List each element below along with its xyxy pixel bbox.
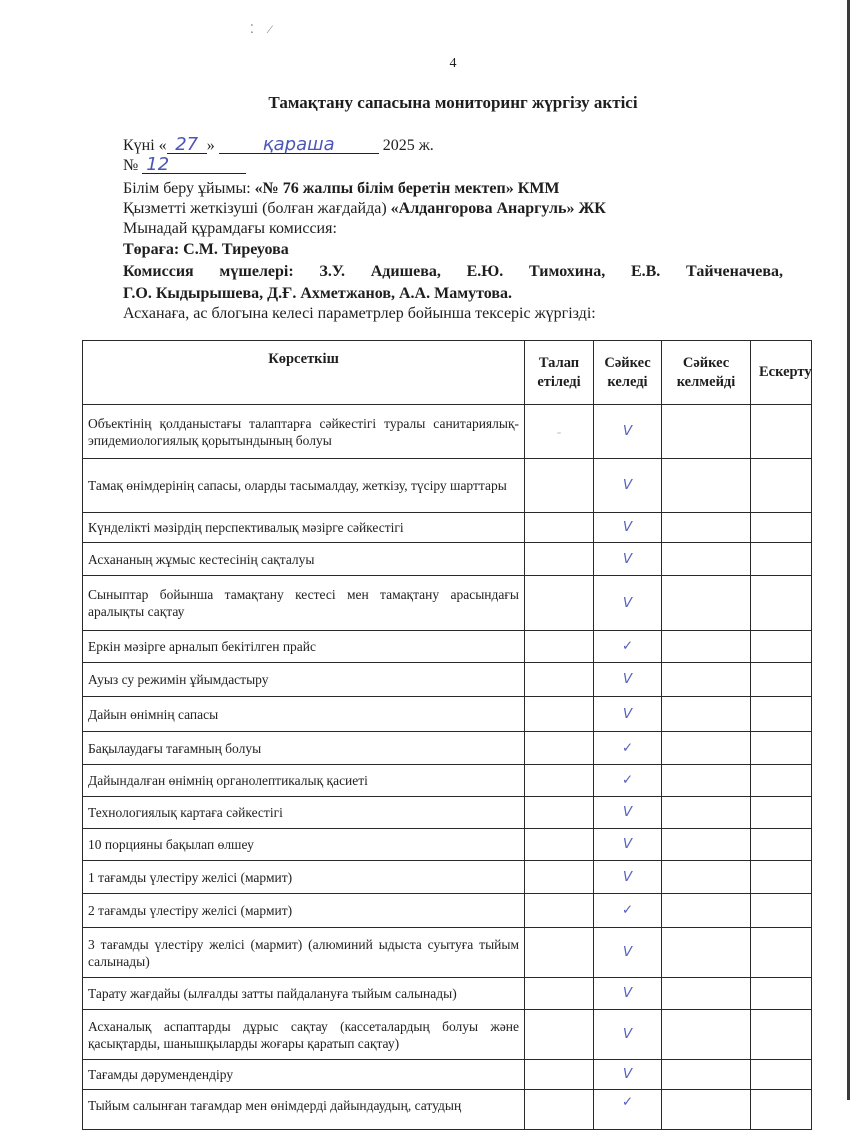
table-row — [83, 765, 812, 797]
row-noncompliant[interactable] — [662, 1060, 751, 1090]
scan-marks: ⁚ ⁄ — [250, 22, 277, 36]
number-label: № — [123, 157, 139, 174]
row-compliant-check[interactable]: ✓ — [594, 631, 662, 663]
row-noncompliant[interactable] — [662, 978, 751, 1010]
row-note[interactable] — [751, 697, 812, 732]
row-compliant-check[interactable]: V — [594, 861, 662, 894]
row-noncompliant[interactable] — [662, 829, 751, 861]
row-note[interactable] — [751, 1010, 812, 1060]
row-note[interactable] — [751, 1090, 812, 1130]
row-note[interactable] — [751, 543, 812, 576]
row-indicator: Объектінің қолданыстағы талаптарға сәйкестігі туралы санитариялық-эпидемиологиялық қорытындының болуы — [83, 405, 525, 459]
row-indicator: Тамақ өнімдерінің сапасы, оларды тасымалдау, жеткізу, түсіру шарттары — [83, 459, 525, 513]
row-required[interactable] — [525, 513, 594, 543]
supplier-line — [123, 199, 606, 219]
commission-members-line1: Комиссия мүшелері: З.У. Адишева, Е.Ю. Тимохина, Е.В. Тайченачева, — [123, 263, 783, 280]
row-required[interactable] — [525, 1010, 594, 1060]
row-compliant-check[interactable]: V — [594, 405, 662, 459]
row-note[interactable] — [751, 978, 812, 1010]
table-row — [83, 631, 812, 663]
commission-intro: Мынадай құрамдағы комиссия: — [123, 220, 337, 237]
table-row — [83, 513, 812, 543]
row-indicator: 2 тағамды үлестіру желісі (мармит) — [83, 894, 525, 928]
row-compliant-check[interactable]: V — [594, 1010, 662, 1060]
row-note[interactable] — [751, 405, 812, 459]
row-noncompliant[interactable] — [662, 543, 751, 576]
number-line — [123, 155, 246, 176]
date-line — [123, 135, 434, 156]
row-compliant-check[interactable]: ✓ — [594, 732, 662, 765]
row-indicator: 3 тағамды үлестіру желісі (мармит) (алюминий ыдыста суытуға тыйым салынады) — [83, 928, 525, 978]
row-required[interactable] — [525, 1090, 594, 1130]
row-compliant-check[interactable]: V — [594, 797, 662, 829]
commission-chair: Төраға: С.М. Тиреуова — [123, 241, 289, 258]
row-required[interactable] — [525, 543, 594, 576]
row-indicator: Тыйым салынған тағамдар мен өнімдерді дайындаудың, сатудың — [83, 1090, 525, 1130]
supplier-value: «Алдангорова Анаргуль» ЖК — [390, 200, 606, 217]
document-title: Тамақтану сапасына мониторинг жүргізу актісі — [268, 93, 638, 112]
organization-value: «№ 76 жалпы білім беретін мектеп» КММ — [254, 180, 560, 197]
row-indicator: Тағамды дәрумендендіру — [83, 1060, 525, 1090]
row-indicator: Бақылаудағы тағамның болуы — [83, 732, 525, 765]
row-compliant-check[interactable]: V — [594, 978, 662, 1010]
row-note[interactable] — [751, 459, 812, 513]
row-compliant-check[interactable]: V — [594, 928, 662, 978]
row-required[interactable] — [525, 829, 594, 861]
row-required[interactable]: - — [525, 405, 594, 459]
row-indicator: 10 порцияны бақылап өлшеу — [83, 829, 525, 861]
row-compliant-check[interactable]: V — [594, 663, 662, 697]
row-indicator: Асханалық аспаптарды дұрыс сақтау (кассеталардың болуы және қасықтарды, шанышқыларды жоғары қаратып сақтау) — [83, 1010, 525, 1060]
table-row — [83, 1010, 812, 1060]
date-day-field[interactable]: 27 — [167, 135, 207, 154]
table-row — [83, 543, 812, 576]
row-note[interactable] — [751, 928, 812, 978]
row-required[interactable] — [525, 861, 594, 894]
table-row — [83, 861, 812, 894]
inspection-intro: Асханаға, ас блогына келесі параметрлер бойынша тексеріс жүргізді: — [123, 305, 596, 322]
row-compliant-check[interactable]: V — [594, 697, 662, 732]
header-compliant: Сәйкес келеді — [594, 341, 662, 405]
table-row — [83, 928, 812, 978]
row-indicator: Тарату жағдайы (ылғалды затты пайдалануға тыйым салынады) — [83, 978, 525, 1010]
row-compliant-check[interactable]: V — [594, 1060, 662, 1090]
row-required[interactable] — [525, 576, 594, 631]
row-indicator: Асхананың жұмыс кестесінің сақталуы — [83, 543, 525, 576]
row-noncompliant[interactable] — [662, 797, 751, 829]
row-required[interactable] — [525, 663, 594, 697]
page-number: 4 — [449, 56, 457, 71]
table-row — [83, 797, 812, 829]
row-noncompliant[interactable] — [662, 928, 751, 978]
row-required[interactable] — [525, 631, 594, 663]
row-note[interactable] — [751, 576, 812, 631]
row-noncompliant[interactable] — [662, 861, 751, 894]
table-row — [83, 732, 812, 765]
header-required: Талап етіледі — [525, 341, 594, 405]
date-label: Күні « — [123, 137, 167, 154]
row-note[interactable] — [751, 732, 812, 765]
table-row — [83, 697, 812, 732]
table-header-row — [83, 341, 812, 405]
date-quote-close: » — [206, 137, 215, 154]
row-required[interactable] — [525, 797, 594, 829]
header-indicator: Көрсеткіш — [83, 341, 525, 405]
table-row — [83, 1060, 812, 1090]
row-indicator: Еркін мәзірге арналып бекітілген прайс — [83, 631, 525, 663]
organization-label: Білім беру ұйымы: — [123, 180, 251, 197]
row-compliant-check[interactable]: ✓ — [594, 894, 662, 928]
row-required[interactable] — [525, 978, 594, 1010]
table-row — [83, 1090, 812, 1130]
row-note[interactable] — [751, 1060, 812, 1090]
row-indicator: Технологиялық картаға сәйкестігі — [83, 797, 525, 829]
table-row — [83, 459, 812, 513]
row-noncompliant[interactable] — [662, 631, 751, 663]
row-indicator: Сыныптар бойынша тамақтану кестесі мен тамақтану арасындағы аралықты сақтау — [83, 576, 525, 631]
row-noncompliant[interactable] — [662, 405, 751, 459]
row-compliant-check[interactable]: V — [594, 459, 662, 513]
row-note[interactable] — [751, 631, 812, 663]
row-noncompliant[interactable] — [662, 1090, 751, 1130]
row-required[interactable] — [525, 1060, 594, 1090]
table-row — [83, 978, 812, 1010]
row-noncompliant[interactable] — [662, 459, 751, 513]
row-indicator: Дайындалған өнімнің органолептикалық қасиеті — [83, 765, 525, 797]
row-noncompliant[interactable] — [662, 697, 751, 732]
row-noncompliant[interactable] — [662, 663, 751, 697]
row-indicator: Дайын өнімнің сапасы — [83, 697, 525, 732]
row-compliant-check[interactable]: V — [594, 576, 662, 631]
row-note[interactable] — [751, 797, 812, 829]
row-compliant-check[interactable]: V — [594, 829, 662, 861]
header-noncompliant: Сәйкес келмейді — [662, 341, 751, 405]
table-row — [83, 405, 812, 459]
row-noncompliant[interactable] — [662, 894, 751, 928]
row-note[interactable] — [751, 894, 812, 928]
row-noncompliant[interactable] — [662, 576, 751, 631]
row-required[interactable] — [525, 459, 594, 513]
row-required[interactable] — [525, 732, 594, 765]
row-note[interactable] — [751, 663, 812, 697]
commission-members-line2: Г.О. Кыдырышева, Д.Ғ. Ахметжанов, А.А. Мамутова. — [123, 285, 512, 302]
organization-line — [123, 179, 560, 199]
row-noncompliant[interactable] — [662, 513, 751, 543]
table-row — [83, 894, 812, 928]
row-note[interactable] — [751, 765, 812, 797]
row-compliant-check[interactable]: ✓ — [594, 1090, 662, 1130]
row-required[interactable] — [525, 894, 594, 928]
row-indicator: Ауыз су режимін ұйымдастыру — [83, 663, 525, 697]
row-note[interactable] — [751, 829, 812, 861]
row-indicator: Күнделікті мәзірдің перспективалық мәзірге сәйкестігі — [83, 513, 525, 543]
row-indicator: 1 тағамды үлестіру желісі (мармит) — [83, 861, 525, 894]
row-noncompliant[interactable] — [662, 732, 751, 765]
row-compliant-check[interactable]: ✓ — [594, 765, 662, 797]
row-noncompliant[interactable] — [662, 765, 751, 797]
table-row — [83, 829, 812, 861]
row-note[interactable] — [751, 513, 812, 543]
date-month-field[interactable]: қараша — [219, 135, 379, 154]
number-field[interactable]: 12 — [142, 155, 246, 174]
row-compliant-check[interactable]: V — [594, 543, 662, 576]
row-required[interactable] — [525, 928, 594, 978]
date-year: 2025 ж. — [382, 137, 434, 154]
row-noncompliant[interactable] — [662, 1010, 751, 1060]
table-row — [83, 576, 812, 631]
row-required[interactable] — [525, 697, 594, 732]
row-compliant-check[interactable]: V — [594, 513, 662, 543]
inspection-table — [82, 340, 812, 1130]
header-note: Ескерту — [751, 341, 812, 405]
supplier-label: Қызметті жеткізуші (болған жағдайда) — [123, 200, 387, 217]
row-note[interactable] — [751, 861, 812, 894]
row-required[interactable] — [525, 765, 594, 797]
table-row — [83, 663, 812, 697]
